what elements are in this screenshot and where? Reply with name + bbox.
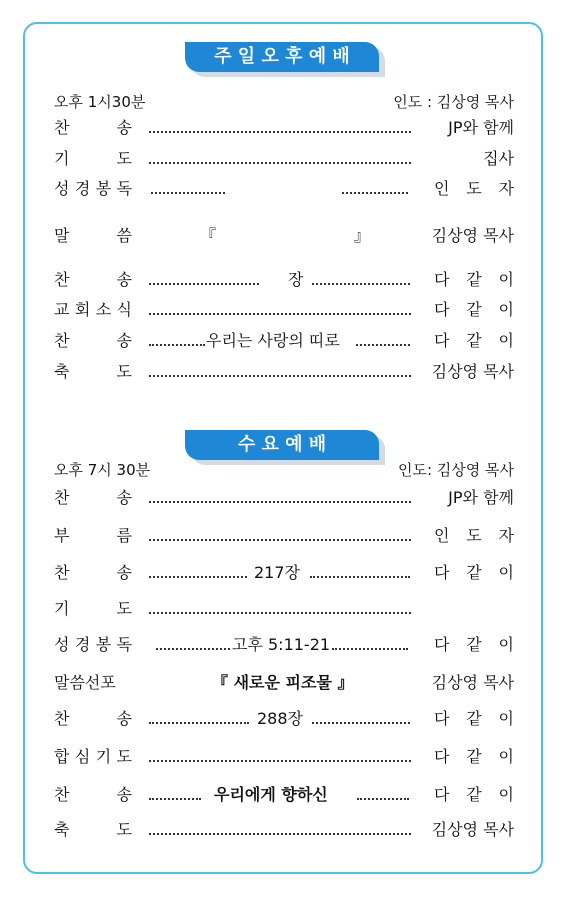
row-leader: 다 같 이	[434, 747, 514, 766]
row-leader: 인 도 자	[434, 179, 514, 198]
row-label: 기 도	[54, 149, 132, 168]
row-label: 말씀선포	[54, 673, 116, 692]
row-label: 찬 송	[54, 488, 132, 507]
wednesday-leader: 인도: 김상영 목사	[397, 461, 514, 479]
wednesday-row-hymn-1	[54, 486, 514, 510]
wednesday-service-title: 수 요 예 배	[185, 430, 379, 460]
wednesday-row-benediction	[54, 818, 514, 842]
wednesday-row-hymn-2	[54, 561, 514, 585]
sunday-row-hymn-3	[54, 329, 514, 353]
sermon-open-bracket: 『	[200, 226, 217, 245]
wednesday-row-hymn-3	[54, 707, 514, 731]
row-leader: 다 같 이	[434, 270, 514, 289]
row-leader: 다 같 이	[434, 635, 514, 654]
row-leader: 다 같 이	[434, 300, 514, 319]
sunday-service-banner	[185, 42, 379, 72]
wednesday-row-hymn-4	[54, 783, 514, 807]
row-label: 찬 송	[54, 785, 132, 804]
row-leader: 다 같 이	[434, 331, 514, 350]
row-leader: 집사	[483, 149, 514, 168]
row-leader: 인 도 자	[434, 526, 514, 545]
wednesday-row-sermon	[54, 671, 514, 695]
wednesday-service-banner	[185, 430, 379, 460]
row-label: 축 도	[54, 820, 132, 839]
hymn-title: 우리는 사랑의 띠로	[206, 331, 340, 350]
hymn-number: 288장	[257, 709, 303, 728]
hymn-number: 217장	[254, 563, 300, 582]
sunday-row-hymn-1	[54, 116, 514, 140]
hymn-title: 우리에게 향하신	[214, 785, 328, 804]
wednesday-time: 오후 7시 30분	[54, 461, 151, 479]
hymn-number: 장	[288, 270, 304, 289]
wednesday-row-joint-prayer	[54, 745, 514, 769]
row-leader: JP와 함께	[448, 118, 514, 137]
sermon-close-bracket: 』	[354, 226, 371, 245]
row-leader: 다 같 이	[434, 709, 514, 728]
row-label: 찬 송	[54, 563, 132, 582]
sunday-row-benediction	[54, 360, 514, 384]
row-leader: 다 같 이	[434, 563, 514, 582]
row-label: 교 회 소 식	[54, 300, 132, 319]
sunday-row-scripture	[54, 177, 514, 201]
row-label: 축 도	[54, 362, 132, 381]
sunday-leader: 인도 : 김상영 목사	[393, 93, 514, 111]
wednesday-row-scripture	[54, 633, 514, 657]
row-label: 부 름	[54, 526, 132, 545]
row-leader: 김상영 목사	[431, 362, 514, 381]
row-leader: 다 같 이	[434, 785, 514, 804]
wednesday-row-call	[54, 524, 514, 548]
row-leader: 김상영 목사	[431, 226, 514, 245]
row-label: 찬 송	[54, 270, 132, 289]
sunday-row-hymn-2	[54, 268, 514, 292]
sunday-row-sermon	[54, 224, 514, 248]
row-leader: JP와 함께	[448, 488, 514, 507]
row-leader: 김상영 목사	[431, 673, 514, 692]
row-label: 찬 송	[54, 331, 132, 350]
row-leader: 김상영 목사	[431, 820, 514, 839]
wednesday-row-prayer	[54, 597, 514, 621]
sunday-time: 오후 1시30분	[54, 93, 146, 111]
row-label: 기 도	[54, 599, 132, 618]
sermon-title: 『 새로운 피조물 』	[212, 673, 354, 692]
row-label: 성 경 봉 독	[54, 635, 132, 654]
row-label: 찬 송	[54, 118, 132, 137]
scripture-reference: 고후 5:11-21	[232, 635, 331, 654]
row-label: 합 심 기 도	[54, 747, 132, 766]
row-label: 찬 송	[54, 709, 132, 728]
sunday-row-news	[54, 298, 514, 322]
sunday-service-title: 주 일 오 후 예 배	[185, 42, 379, 72]
row-label: 성 경 봉 독	[54, 179, 132, 198]
sunday-row-prayer	[54, 147, 514, 171]
row-label: 말 씀	[54, 226, 132, 245]
